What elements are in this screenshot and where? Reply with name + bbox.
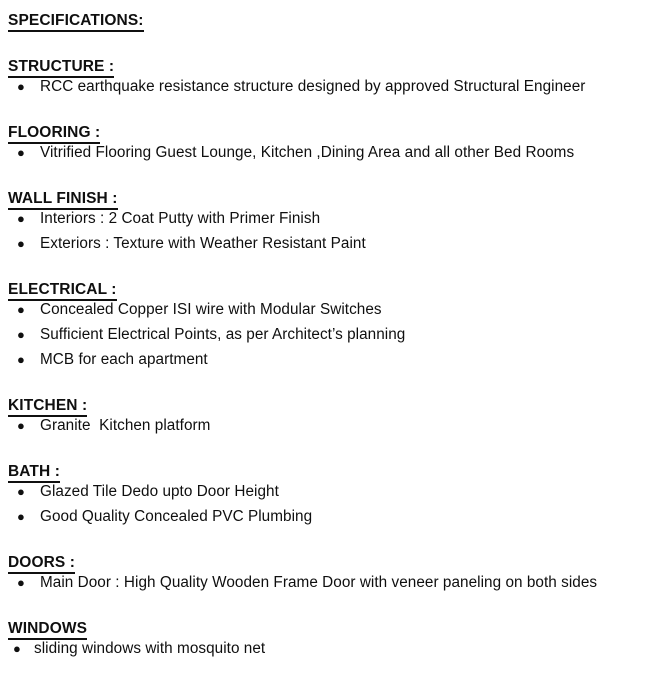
bullet-icon: ● xyxy=(17,484,25,499)
list-item xyxy=(0,144,672,169)
section-heading-row xyxy=(0,186,672,210)
list-item xyxy=(0,351,672,376)
section-spacer xyxy=(0,599,672,616)
list-item xyxy=(0,235,672,260)
section-heading-structure: STRUCTURE : xyxy=(8,59,114,79)
list-item-text: Good Quality Concealed PVC Plumbing xyxy=(40,508,313,525)
section-heading-windows: WINDOWS xyxy=(8,621,87,641)
bullet-icon: ● xyxy=(17,509,25,524)
section-heading-electrical: ELECTRICAL : xyxy=(8,282,117,302)
bullet-icon: ● xyxy=(17,352,25,367)
title-spacer xyxy=(0,32,672,54)
section-spacer xyxy=(0,376,672,393)
list-item-text: Exteriors : Texture with Weather Resistant Paint xyxy=(40,235,366,252)
bullet-icon: ● xyxy=(17,575,25,590)
section-structure xyxy=(0,54,672,103)
list-item-text: sliding windows with mosquito net xyxy=(34,640,266,657)
bullet-icon: ● xyxy=(17,327,25,342)
section-wall-finish xyxy=(0,186,672,260)
document-title: SPECIFICATIONS: xyxy=(8,13,144,33)
list-item xyxy=(0,640,672,665)
list-item-text: Vitrified Flooring Guest Lounge, Kitchen ,Dining Area and all other Bed Rooms xyxy=(40,144,575,161)
section-heading-row xyxy=(0,120,672,144)
list-item-text: Glazed Tile Dedo upto Door Height xyxy=(40,483,279,500)
bullet-icon: ● xyxy=(17,302,25,317)
list-item-text: Sufficient Electrical Points, as per Architect’s planning xyxy=(40,326,406,343)
section-heading-flooring: FLOORING : xyxy=(8,125,100,145)
list-item-text: MCB for each apartment xyxy=(40,351,208,368)
section-spacer xyxy=(0,533,672,550)
list-item xyxy=(0,78,672,103)
list-item xyxy=(0,417,672,442)
bullet-icon: ● xyxy=(17,418,25,433)
section-heading-kitchen: KITCHEN : xyxy=(8,398,87,418)
top-spacer xyxy=(0,0,672,8)
section-heading-row xyxy=(0,54,672,78)
list-item-text: Concealed Copper ISI wire with Modular Switches xyxy=(40,301,382,318)
section-spacer xyxy=(0,169,672,186)
section-heading-row xyxy=(0,550,672,574)
list-item-text: Granite Kitchen platform xyxy=(40,417,211,434)
section-bath xyxy=(0,459,672,533)
list-item xyxy=(0,301,672,326)
section-flooring xyxy=(0,120,672,169)
section-electrical xyxy=(0,277,672,376)
section-doors xyxy=(0,550,672,599)
section-spacer xyxy=(0,442,672,459)
bullet-icon: ● xyxy=(17,145,25,160)
bullet-icon: ● xyxy=(17,211,25,226)
section-spacer xyxy=(0,103,672,120)
section-heading-row xyxy=(0,393,672,417)
list-item xyxy=(0,574,672,599)
list-item xyxy=(0,483,672,508)
list-item xyxy=(0,508,672,533)
section-kitchen xyxy=(0,393,672,442)
section-heading-doors: DOORS : xyxy=(8,555,75,575)
section-spacer xyxy=(0,260,672,277)
section-heading-wall-finish: WALL FINISH : xyxy=(8,191,118,211)
list-item-text: Main Door : High Quality Wooden Frame Door with veneer paneling on both sides xyxy=(40,574,598,591)
bullet-icon: ● xyxy=(13,641,21,656)
list-item xyxy=(0,326,672,351)
section-heading-bath: BATH : xyxy=(8,464,60,484)
bullet-icon: ● xyxy=(17,236,25,251)
section-heading-row xyxy=(0,277,672,301)
list-item-text: RCC earthquake resistance structure designed by approved Structural Engineer xyxy=(40,78,586,95)
document-title-row xyxy=(0,8,672,32)
section-windows xyxy=(0,616,672,665)
bullet-icon: ● xyxy=(17,79,25,94)
section-heading-row xyxy=(0,616,672,640)
section-heading-row xyxy=(0,459,672,483)
list-item-text: Interiors : 2 Coat Putty with Primer Finish xyxy=(40,210,321,227)
list-item xyxy=(0,210,672,235)
